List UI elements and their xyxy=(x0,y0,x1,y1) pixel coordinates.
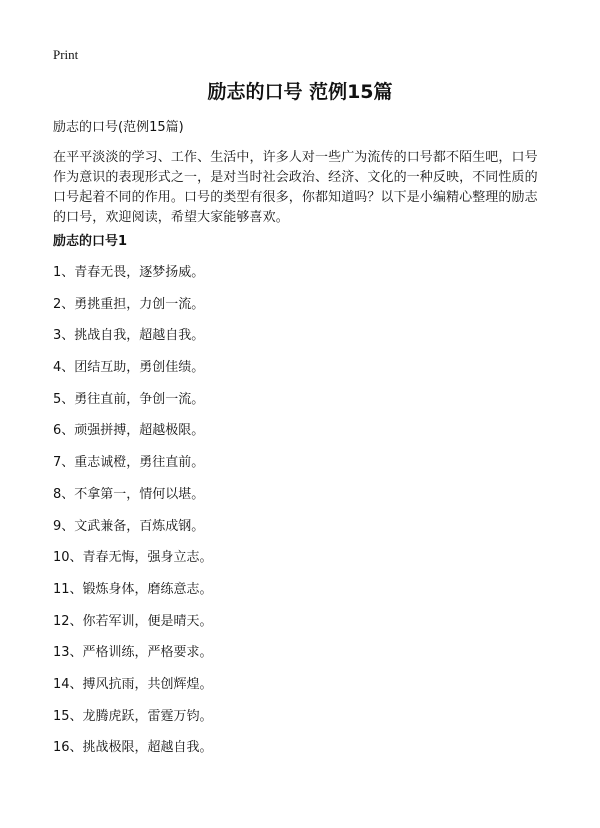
slogan-list xyxy=(53,265,213,772)
slogan-item: 8、不拿第一，情何以堪。 xyxy=(53,486,205,502)
intro-paragraph: 在平平淡淡的学习、工作、生活中，许多人对一些广为流传的口号都不陌生吧，口号作为意识的表现形式之一，是对当时社会政治、经济、文化的一种反映，不同性质的口号起着不同的作用。口号的类型有很多，你都知道吗？以下是小编精心整理的励志的口号，欢迎阅读，希望大家能够喜欢。 xyxy=(53,150,538,225)
slogan-item: 15、龙腾虎跃，雷霆万钧。 xyxy=(53,708,213,724)
slogan-item: 7、重志诚橙，勇往直前。 xyxy=(53,455,205,471)
slogan-item: 14、搏风抗雨，共创辉煌。 xyxy=(53,676,213,692)
slogan-item: 2、勇挑重担，力创一流。 xyxy=(53,296,205,312)
slogan-item: 1、青春无畏，逐梦扬威。 xyxy=(53,265,205,280)
document-title: 励志的口号 范例15篇 xyxy=(207,81,393,103)
slogan-item: 6、顽强拼搏，超越极限。 xyxy=(53,423,205,439)
slogan-item: 12、你若军训，便是晴天。 xyxy=(53,613,213,629)
slogan-item: 5、勇往直前，争创一流。 xyxy=(53,391,205,407)
slogan-item: 11、锻炼身体，磨练意志。 xyxy=(53,581,213,597)
slogan-item: 16、挑战极限，超越自我。 xyxy=(53,740,213,756)
slogan-item: 13、严格训练，严格要求。 xyxy=(53,645,213,661)
slogan-item: 9、文武兼备，百炼成钢。 xyxy=(53,518,205,534)
slogan-item: 3、挑战自我，超越自我。 xyxy=(53,328,205,344)
print-link[interactable]: Print xyxy=(53,47,79,62)
section-heading: 励志的口号1 xyxy=(53,234,128,249)
slogan-item: 10、青春无悔，强身立志。 xyxy=(53,550,213,566)
document-subtitle: 励志的口号(范例15篇) xyxy=(53,120,184,135)
slogan-item: 4、团结互助，勇创佳绩。 xyxy=(53,360,205,376)
